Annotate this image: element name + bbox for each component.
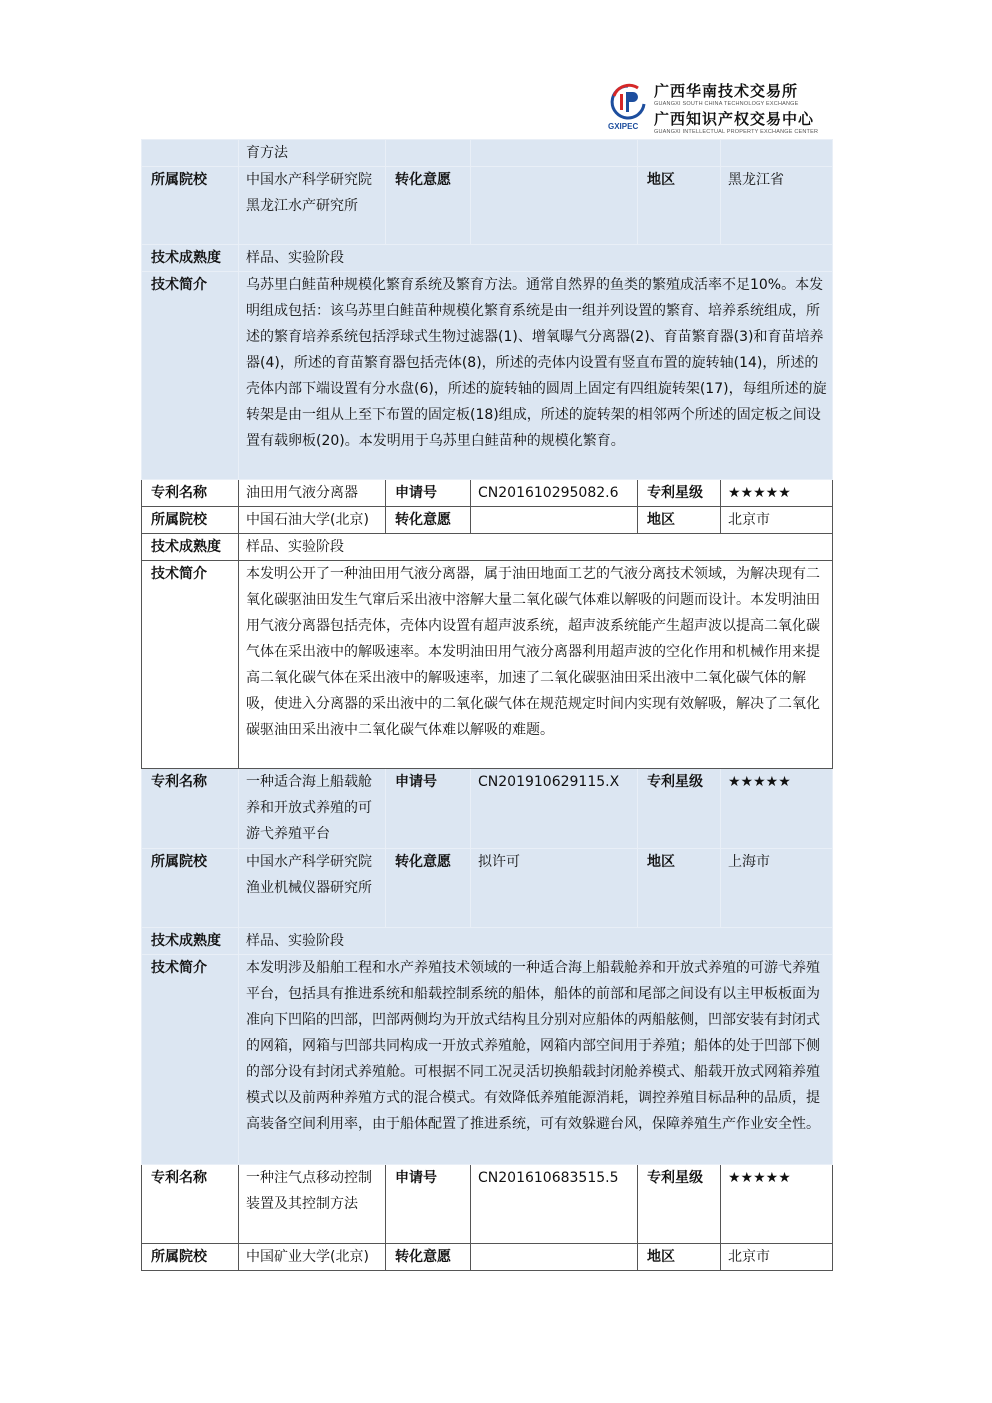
intent-value [471,507,638,534]
summary-label: 技术简介 [142,561,239,769]
table-row [142,561,833,769]
school-value: 中国水产科学研究院黑龙江水产研究所 [239,167,386,245]
intent-value [471,167,638,245]
region-label: 地区 [638,507,721,534]
region-label: 地区 [638,849,721,928]
summary-value: 乌苏里白鲑苗种规模化繁育系统及繁育方法。通常自然界的鱼类的繁殖成活率不足10%。本发明组成包括：该乌苏里白鲑苗种规模化繁育系统是由一组并列设置的繁育、培养系统组成，所述的繁育培养系统包括浮球式生物过滤器(1)、增氧曝气分离器(2)、育苗繁育器(3)和育苗培养器(4)，所述的育苗繁育器包括壳体(8)，所述的壳体内设置有竖直布置的旋转轴(14)，所述的壳体内部下端设置有分水盘(6)，所述的旋转轴的圆周上固定有四组旋转架(17)，每组所述的旋转架是由一组从上至下布置的固定板(18)组成，所述的旋转架的相邻两个所述的固定板之间设置有载卵板(20)。本发明用于乌苏里白鲑苗种的规模化繁育。 [239,272,833,480]
patent-name-value: 育方法 [239,140,386,167]
stars-label: 专利星级 [638,480,721,507]
school-value: 中国石油大学(北京) [239,507,386,534]
school-value: 中国矿业大学(北京) [239,1244,386,1271]
table-row [142,955,833,1165]
table-row [142,480,833,507]
intent-label: 转化意愿 [386,507,471,534]
stars-value: ★★★★★ [721,769,833,849]
table-row [142,928,833,955]
patent-name-value: 一种注气点移动控制装置及其控制方法 [239,1165,386,1244]
patent-name-label: 专利名称 [142,769,239,849]
table-row [142,849,833,928]
patent-table [141,139,833,1271]
summary-label: 技术简介 [142,272,239,480]
maturity-value: 样品、实验阶段 [239,534,833,561]
region-value: 北京市 [721,507,833,534]
table-row [142,245,833,272]
table-row [142,272,833,480]
org-name-2 [654,108,818,135]
table-row [142,507,833,534]
patent-name-value: 油田用气液分离器 [239,480,386,507]
patent-name-label: 专利名称 [142,480,239,507]
app-no-label: 申请号 [386,1165,471,1244]
stars-label: 专利星级 [638,769,721,849]
maturity-value: 样品、实验阶段 [239,245,833,272]
school-label: 所属院校 [142,849,239,928]
table-row [142,167,833,245]
summary-value: 本发明涉及船舶工程和水产养殖技术领域的一种适合海上船载舱养和开放式养殖的可游弋养殖平台，包括具有推进系统和船载控制系统的船体，船体的前部和尾部之间设有以主甲板板面为准向下凹陷的凹部，凹部两侧均为开放式结构且分别对应船体的两船舷侧，凹部安装有封闭式的网箱，网箱与凹部共同构成一开放式养殖舱，网箱内部空间用于养殖；船体的处于凹部下侧的部分设有封闭式养殖舱。可根据不同工况灵活切换船载封闭舱养模式、船载开放式网箱养殖模式以及前两种养殖方式的混合模式。有效降低养殖能源消耗，调控养殖目标品种的品质，提高装备空间利用率，由于船体配置了推进系统，可有效躲避台风，保障养殖生产作业安全性。 [239,955,833,1165]
intent-value [471,1244,638,1271]
intent-label: 转化意愿 [386,167,471,245]
intent-label: 转化意愿 [386,849,471,928]
region-value: 上海市 [721,849,833,928]
summary-value: 本发明公开了一种油田用气液分离器，属于油田地面工艺的气液分离技术领域，为解决现有二氧化碳驱油田发生气窜后采出液中溶解大量二氧化碳气体难以解吸的问题而设计。本发明油田用气液分离器包括壳体，壳体内设置有超声波系统，超声波系统能产生超声波以提高二氧化碳气体在采出液中的解吸速率。本发明油田用气液分离器利用超声波的空化作用和机械作用来提高二氧化碳气体在采出液中的解吸速率，加速了二氧化碳驱油田采出液中二氧化碳气体的解吸，使进入分离器的采出液中的二氧化碳气体在规范规定时间内实现有效解吸，解决了二氧化碳驱油田采出液中二氧化碳气体难以解吸的难题。 [239,561,833,769]
maturity-value: 样品、实验阶段 [239,928,833,955]
patent-name-value: 一种适合海上船载舱养和开放式养殖的可游弋养殖平台 [239,769,386,849]
org-name-1 [654,80,799,107]
app-no-label: 申请号 [386,480,471,507]
school-value: 中国水产科学研究院渔业机械仪器研究所 [239,849,386,928]
maturity-label: 技术成熟度 [142,928,239,955]
app-no-value: CN201610683515.5 [471,1165,638,1244]
org2-chinese: 广西知识产权交易中心 [654,110,815,128]
region-label: 地区 [638,167,721,245]
table-row [142,769,833,849]
stars-value: ★★★★★ [721,1165,833,1244]
school-label: 所属院校 [142,167,239,245]
school-label: 所属院校 [142,1244,239,1271]
org2-english: GUANGXI INTELLECTUAL PROPERTY EXCHANGE CENTER [654,129,819,135]
region-label: 地区 [638,1244,721,1271]
stars-label: 专利星级 [638,1165,721,1244]
org1-english: GUANGXI SOUTH CHINA TECHNOLOGY EXCHANGE [654,101,799,107]
patent-name-label: 专利名称 [142,1165,239,1244]
school-label: 所属院校 [142,507,239,534]
intent-label: 转化意愿 [386,1244,471,1271]
region-value: 北京市 [721,1244,833,1271]
table-row [142,140,833,167]
maturity-label: 技术成熟度 [142,245,239,272]
table-row [142,534,833,561]
app-no-value: CN201910629115.X [471,769,638,849]
app-no-value: CN201610295082.6 [471,480,638,507]
app-no-label: 申请号 [386,769,471,849]
summary-label: 技术简介 [142,955,239,1165]
logo-caption: GXIPEC [608,122,639,131]
table-row [142,1244,833,1271]
org1-chinese: 广西华南技术交易所 [654,82,799,100]
table-row [142,1165,833,1244]
region-value: 黑龙江省 [721,167,833,245]
maturity-label: 技术成熟度 [142,534,239,561]
page-header [608,80,838,136]
stars-value: ★★★★★ [721,480,833,507]
intent-value: 拟许可 [471,849,638,928]
